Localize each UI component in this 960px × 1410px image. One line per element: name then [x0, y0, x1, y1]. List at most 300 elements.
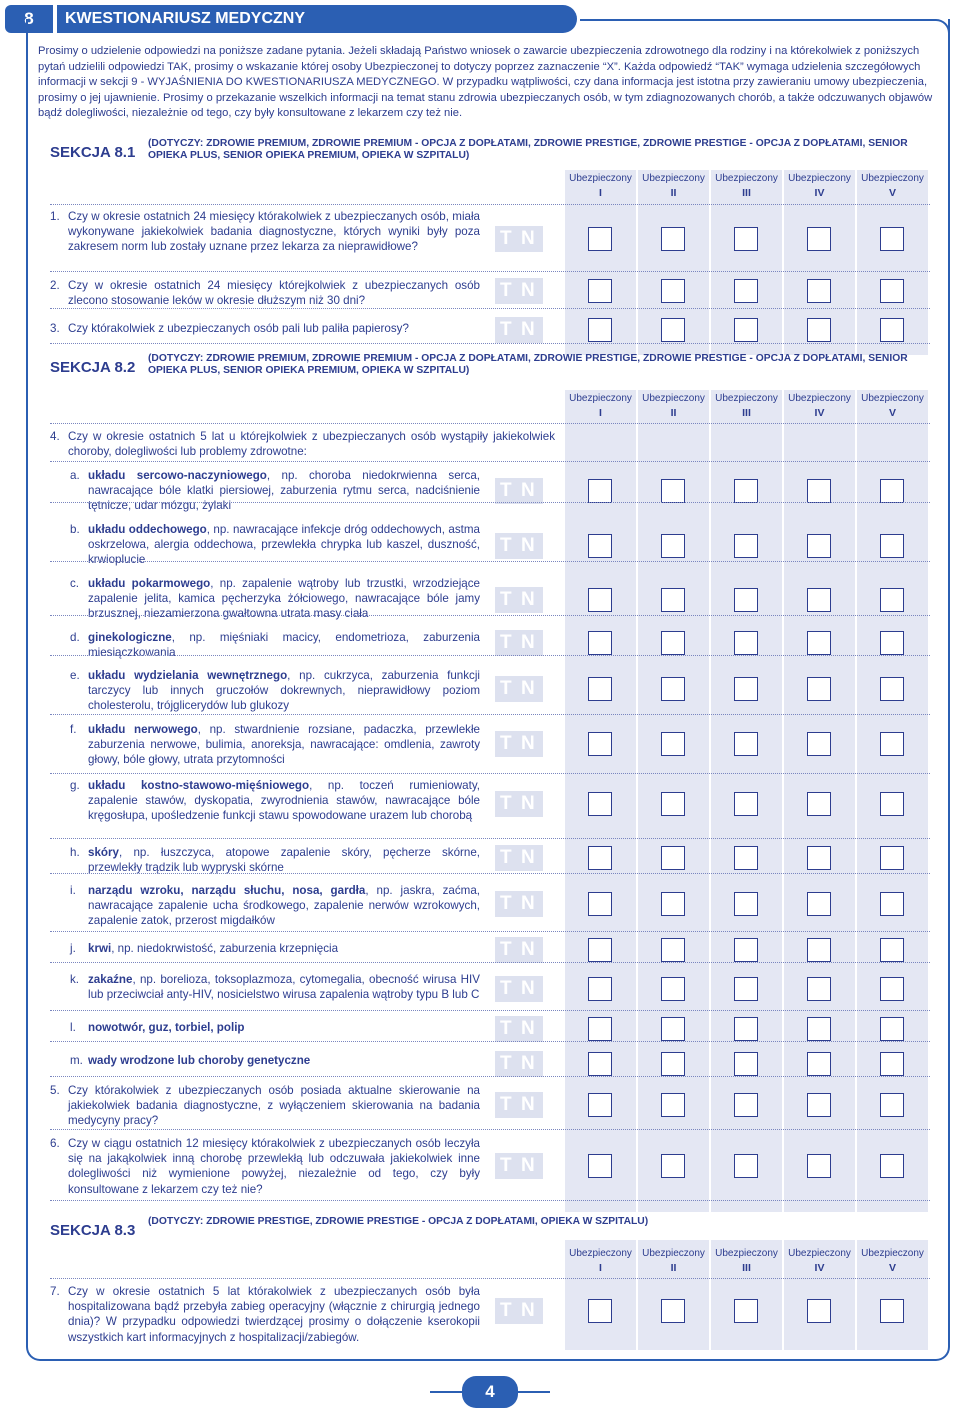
answer-checkbox-insured-1[interactable] [588, 1299, 612, 1323]
answer-checkbox-insured-3[interactable] [734, 588, 758, 612]
answer-checkbox-insured-2[interactable] [661, 732, 685, 756]
question [70, 845, 480, 875]
row-separator [50, 1200, 930, 1201]
answer-checkbox-insured-4[interactable] [807, 1299, 831, 1323]
answer-checkbox-insured-5[interactable] [880, 227, 904, 251]
tn-indicator [495, 1298, 543, 1324]
answer-checkbox-insured-3[interactable] [734, 1299, 758, 1323]
tn-indicator [495, 317, 543, 343]
answer-checkbox-insured-5[interactable] [880, 479, 904, 503]
question [70, 1053, 480, 1068]
yes-letter: T [500, 480, 512, 501]
insured-column-header [857, 1247, 928, 1275]
yes-letter: T [500, 1018, 512, 1039]
question-text [70, 1020, 480, 1035]
question-text: Czy w okresie ostatnich 24 miesięcy którakolwiek z ubezpieczanych osób, miała wykonywane jakiekolwiek badania diagnostyczne, których wyniki były poza zakresem norm lub zostały uznane przez lekarza za nieprawidłowe? [68, 210, 480, 254]
question [70, 972, 480, 1002]
insured-number: IV [814, 407, 825, 419]
insured-number: IV [814, 1262, 825, 1274]
answer-checkbox-insured-5[interactable] [880, 732, 904, 756]
question-number: 4. [50, 430, 60, 443]
row-separator [50, 1129, 930, 1130]
tn-indicator [495, 630, 543, 656]
question-text: Czy w okresie ostatnich 24 miesięcy którejkolwiek z ubezpieczanych osób zlecono stosowanie leków w okresie dłuższym niż 30 dni? [68, 279, 480, 308]
insured-label: Ubezpieczony [642, 393, 705, 404]
insured-column-header [638, 392, 709, 420]
answer-checkbox-insured-3[interactable] [734, 792, 758, 816]
no-letter: N [521, 733, 535, 754]
question-number: d. [70, 631, 80, 644]
answer-checkbox-insured-1[interactable] [588, 792, 612, 816]
insured-label: Ubezpieczony [715, 393, 778, 404]
answer-checkbox-insured-3[interactable] [734, 846, 758, 870]
section-label: SEKCJA 8.3 [50, 1222, 136, 1239]
question-number: k. [70, 973, 80, 986]
row-separator [50, 838, 930, 839]
question [70, 778, 480, 824]
question-topic: nowotwór, guz, torbiel, polip [88, 1021, 245, 1034]
answer-checkbox-insured-4[interactable] [807, 677, 831, 701]
question-topic: układu kostno-stawowo-mięśniowego [88, 779, 310, 792]
section-scope: (DOTYCZY: ZDROWIE PREMIUM, ZDROWIE PREMIUM - OPCJA Z DOPŁATAMI, ZDROWIE PRESTIGE, ZDROWIE PRESTIGE - OPCJA Z DOPŁATAMI, SENIOR OPIEKA PLUS, SENIOR OPIEKA PREMIUM, OPIEKA W SZPITALU) [148, 138, 908, 161]
question-topic: wady wrodzone lub choroby genetyczne [88, 1054, 311, 1067]
question [50, 429, 555, 459]
no-letter: N [521, 535, 535, 556]
question-topic: ginekologiczne [88, 631, 172, 644]
answer-checkbox-insured-5[interactable] [880, 1093, 904, 1117]
insured-number: I [599, 1262, 602, 1274]
section-label: SEKCJA 8.2 [50, 359, 136, 376]
answer-checkbox-insured-5[interactable] [880, 631, 904, 655]
question-number: 2. [50, 279, 60, 292]
answer-checkbox-insured-2[interactable] [661, 938, 685, 962]
answer-checkbox-insured-2[interactable] [661, 677, 685, 701]
answer-checkbox-insured-2[interactable] [661, 846, 685, 870]
question-text: narządu wzroku, narządu słuchu, nosa, gardła, np. jaskra, zaćma, nawracające zapalenie ucha środkowego, zapalenie nerwów wzrokowych, zapalenie zatok, przerost migdałków [88, 884, 480, 928]
yes-letter: T [500, 678, 512, 699]
answer-checkbox-insured-3[interactable] [734, 1052, 758, 1076]
answer-checkbox-insured-3[interactable] [734, 892, 758, 916]
section-scope: (DOTYCZY: ZDROWIE PRESTIGE, ZDROWIE PRESTIGE - OPCJA Z DOPŁATAMI, OPIEKA W SZPITALU) [148, 1216, 649, 1227]
answer-checkbox-insured-4[interactable] [807, 938, 831, 962]
question-topic: skóry [88, 846, 119, 859]
question-text: układu wydzielania wewnętrznego, np. cukrzyca, zaburzenia funkcji tarczycy lub innych gruczołów dokrewnych, nieprawidłowy poziom cholesterolu, trójglicerydów lub glukozy [88, 669, 480, 713]
answer-checkbox-insured-5[interactable] [880, 1052, 904, 1076]
no-letter: N [521, 678, 535, 699]
section-title: KWESTIONARIUSZ MEDYCZNY [57, 5, 577, 33]
question [50, 209, 480, 255]
answer-checkbox-insured-5[interactable] [880, 279, 904, 303]
tn-indicator [495, 976, 543, 1002]
insured-column-header [784, 1247, 855, 1275]
answer-checkbox-insured-3[interactable] [734, 1093, 758, 1117]
question-text: układu pokarmowego, np. zapalenie wątroby lub trzustki, wrzodziejące zapalenie jelita, kamica pęcherzyka żółciowego, nawracające bóle jamy brzusznej, niezamierzona gwałtowna utrata masy ciała [88, 577, 480, 621]
no-letter: N [521, 1053, 535, 1074]
tn-indicator [495, 226, 543, 252]
row-separator [50, 714, 930, 715]
answer-checkbox-insured-4[interactable] [807, 732, 831, 756]
no-letter: N [521, 847, 535, 868]
answer-checkbox-insured-5[interactable] [880, 977, 904, 1001]
question [50, 1284, 480, 1345]
answer-checkbox-insured-4[interactable] [807, 792, 831, 816]
question-text: Czy którakolwiek z ubezpieczanych osób posiada aktualne skierowanie na jakiekolwiek badania diagnostyczne, z wyłączeniem skierowania na badania medycyny pracy? [68, 1084, 480, 1128]
answer-checkbox-insured-5[interactable] [880, 534, 904, 558]
tn-indicator [495, 1092, 543, 1118]
insured-number: III [742, 1262, 751, 1274]
row-separator [50, 615, 930, 616]
answer-checkbox-insured-1[interactable] [588, 977, 612, 1001]
answer-checkbox-insured-5[interactable] [880, 677, 904, 701]
tn-indicator [495, 587, 543, 613]
no-letter: N [521, 632, 535, 653]
tn-indicator [495, 278, 543, 304]
question-text: układu nerwowego, np. stwardnienie rozsiane, padaczka, przewlekłe zaburzenia nerwowe, bulimia, anoreksja, nawracające: omdlenia, zawroty głowy, bóle głowy, utrata przytomności [88, 723, 480, 767]
question-number: a. [70, 469, 80, 482]
answer-checkbox-insured-4[interactable] [807, 1093, 831, 1117]
insured-number: I [599, 187, 602, 199]
question [70, 468, 480, 514]
answer-checkbox-insured-4[interactable] [807, 534, 831, 558]
insured-number: V [888, 407, 896, 419]
insured-label: Ubezpieczony [569, 173, 632, 184]
row-separator [50, 343, 930, 344]
question-topic: układu sercowo-naczyniowego [88, 469, 267, 482]
answer-checkbox-insured-1[interactable] [588, 677, 612, 701]
answer-checkbox-insured-2[interactable] [661, 1299, 685, 1323]
insured-label: Ubezpieczony [788, 173, 851, 184]
answer-checkbox-insured-5[interactable] [880, 1154, 904, 1178]
question-number: 7. [50, 1285, 60, 1298]
insured-label: Ubezpieczony [861, 393, 924, 404]
row-separator [50, 773, 930, 774]
question-text: układu kostno-stawowo-mięśniowego, np. toczeń rumieniowaty, zapalenie stawów, dyskopatia, zwyrodnienia stawów, nawracające bóle kręgosłupa, upośledzenie funkcji stawu spowodowane urazem lub chorobą [88, 779, 480, 823]
insured-label: Ubezpieczony [715, 173, 778, 184]
answer-checkbox-insured-1[interactable] [588, 631, 612, 655]
answer-checkbox-insured-3[interactable] [734, 227, 758, 251]
no-letter: N [521, 1018, 535, 1039]
insured-column-header [638, 172, 709, 200]
question-text: zakaźne, np. borelioza, toksoplazmoza, cytomegalia, obecność wirusa HIV lub przeciwciał anty-HIV, nosicielstwo wirusa zapalenia wątroby typu B lub C [88, 973, 480, 1002]
question-number: g. [70, 779, 80, 792]
question-text: ginekologiczne, np. mięśniaki macicy, endometrioza, zaburzenia miesiączkowania [88, 631, 480, 660]
yes-letter: T [500, 589, 512, 610]
question [70, 883, 480, 929]
tn-indicator [495, 1051, 543, 1077]
no-letter: N [521, 939, 535, 960]
insured-label: Ubezpieczony [642, 173, 705, 184]
tn-indicator [495, 478, 543, 504]
question [70, 1020, 480, 1035]
answer-checkbox-insured-5[interactable] [880, 792, 904, 816]
question-text: Czy w okresie ostatnich 5 lat którakolwiek z ubezpieczanych osób była hospitalizowana bądź przebyła zabieg operacyjny (włącznie z chirurgią jednego dnia)? W przypadku odpowiedzi twierdzącej prosimy o dołączenie kserokopii wszystkich kart informacyjnych z hospitalizacji/zabiegów. [68, 1285, 480, 1344]
answer-checkbox-insured-4[interactable] [807, 227, 831, 251]
insured-number: III [742, 187, 751, 199]
answer-checkbox-insured-1[interactable] [588, 1154, 612, 1178]
insured-column-header [711, 392, 782, 420]
insured-number: II [670, 187, 677, 199]
insured-column-header [857, 392, 928, 420]
insured-column-header [711, 1247, 782, 1275]
yes-letter: T [500, 535, 512, 556]
question [70, 722, 480, 768]
question-topic: układu pokarmowego [88, 577, 211, 590]
question-topic: układu nerwowego [88, 723, 198, 736]
insured-column-header [565, 392, 636, 420]
row-separator [50, 502, 930, 503]
insured-number: II [670, 1262, 677, 1274]
question-text: krwi, np. niedokrwistość, zaburzenia krzepnięcia [88, 942, 339, 955]
row-separator [50, 962, 930, 963]
yes-letter: T [500, 280, 512, 301]
insured-column-header [857, 172, 928, 200]
answer-checkbox-insured-2[interactable] [661, 1052, 685, 1076]
question-number: 5. [50, 1084, 60, 1097]
no-letter: N [521, 280, 535, 301]
answer-checkbox-insured-2[interactable] [661, 534, 685, 558]
answer-checkbox-insured-2[interactable] [661, 479, 685, 503]
question-text: układu sercowo-naczyniowego, np. choroba niedokrwienna serca, nawracające bóle klatki piersiowej, zaburzenia rytmu serca, nadciśnienie tętnicze, udar mózgu, żylaki [88, 469, 480, 513]
answer-checkbox-insured-3[interactable] [734, 318, 758, 342]
answer-checkbox-insured-2[interactable] [661, 1154, 685, 1178]
answer-checkbox-insured-3[interactable] [734, 1154, 758, 1178]
answer-checkbox-insured-1[interactable] [588, 479, 612, 503]
answer-checkbox-insured-4[interactable] [807, 846, 831, 870]
answer-checkbox-insured-4[interactable] [807, 631, 831, 655]
question-text: Czy w okresie ostatnich 5 lat u którejkolwiek z ubezpieczanych osób wystąpiły jakiekolwiek choroby, dolegliwości lub problemy zdrowotne: [68, 430, 555, 459]
answer-checkbox-insured-1[interactable] [588, 1017, 612, 1041]
insured-label: Ubezpieczony [861, 1248, 924, 1259]
insured-column-header [711, 172, 782, 200]
answer-checkbox-insured-3[interactable] [734, 732, 758, 756]
question-topic: układu oddechowego [88, 523, 207, 536]
answer-checkbox-insured-5[interactable] [880, 318, 904, 342]
insured-number: III [742, 407, 751, 419]
insured-column-header [784, 172, 855, 200]
answer-checkbox-insured-1[interactable] [588, 534, 612, 558]
frame-top-border [580, 19, 936, 21]
answer-checkbox-insured-1[interactable] [588, 846, 612, 870]
answer-checkbox-insured-2[interactable] [661, 1017, 685, 1041]
row-separator [50, 423, 930, 424]
answer-checkbox-insured-4[interactable] [807, 1052, 831, 1076]
answer-checkbox-insured-4[interactable] [807, 318, 831, 342]
answer-checkbox-insured-3[interactable] [734, 534, 758, 558]
answer-checkbox-insured-2[interactable] [661, 279, 685, 303]
row-separator [50, 1010, 930, 1011]
answer-checkbox-insured-1[interactable] [588, 938, 612, 962]
tn-indicator [495, 731, 543, 757]
tn-indicator [495, 791, 543, 817]
answer-checkbox-insured-2[interactable] [661, 631, 685, 655]
answer-checkbox-insured-1[interactable] [588, 1052, 612, 1076]
question [50, 1083, 480, 1129]
insured-label: Ubezpieczony [715, 1248, 778, 1259]
answer-checkbox-insured-2[interactable] [661, 1093, 685, 1117]
row-separator [50, 461, 930, 462]
no-letter: N [521, 228, 535, 249]
insured-label: Ubezpieczony [788, 1248, 851, 1259]
answer-checkbox-insured-4[interactable] [807, 892, 831, 916]
yes-letter: T [500, 1300, 512, 1321]
intro-text: Prosimy o udzielenie odpowiedzi na poniższe zadane pytania. Jeżeli składają Państwo wniosek o zawarcie ubezpieczenia zdrowotnego dla rodziny i na którekolwiek z poniższych pytań udzielili odpowiedzi TAK, prosimy o wskazanie której osoby Ubezpieczonej to dotyczy poprzez zaznaczenie “X”. Każda odpowiedź “TAK” wymaga udzielenia szczegółowych informacji w sekcji 9 - WYJAŚNIENIA DO KWESTIONARIUSZA MEDYCZNEGO. W przypadku wątpliwości, czy dana informacja jest istotna przy zawieraniu umowy ubezpieczenia, prosimy o jej ujawnienie. Prosimy o przekazanie wszelkich informacji na temat stanu zdrowia ubezpieczanych osób, w tym zdiagnozowanych chorób, a także odczuwanych objawów bądź dolegliwości, niezależnie od tego, czy były konsultowane z lekarzem czy też nie. [38, 45, 933, 119]
question-number: b. [70, 523, 80, 536]
question-topic: narządu wzroku, narządu słuchu, nosa, gardła [88, 884, 366, 897]
yes-letter: T [500, 939, 512, 960]
answer-checkbox-insured-1[interactable] [588, 732, 612, 756]
question-text: Czy w ciągu ostatnich 12 miesięcy którakolwiek z ubezpieczanych osób leczyła się na jakąkolwiek inną chorobę przewlekłą lub odczuwała jakiekolwiek inne dolegliwości niż wymienione powyżej, niezależnie od tego, czy były konsultowane z lekarzem czy też nie? [68, 1137, 480, 1196]
insured-column-header [784, 392, 855, 420]
yes-letter: T [500, 1053, 512, 1074]
answer-checkbox-insured-1[interactable] [588, 318, 612, 342]
row-separator [50, 1076, 930, 1077]
row-separator [50, 204, 930, 205]
question-text: Czy którakolwiek z ubezpieczanych osób pali lub paliła papierosy? [68, 322, 409, 335]
question-topic: układu wydzielania wewnętrznego [88, 669, 288, 682]
no-letter: N [521, 893, 535, 914]
no-letter: N [521, 480, 535, 501]
no-letter: N [521, 978, 535, 999]
no-letter: N [521, 793, 535, 814]
yes-letter: T [500, 319, 512, 340]
question-number: e. [70, 669, 80, 682]
insured-label: Ubezpieczony [569, 1248, 632, 1259]
yes-letter: T [500, 978, 512, 999]
insured-column-header [638, 1247, 709, 1275]
insured-number: V [888, 187, 896, 199]
insured-label: Ubezpieczony [642, 1248, 705, 1259]
insured-number: V [888, 1262, 896, 1274]
answer-checkbox-insured-2[interactable] [661, 588, 685, 612]
answer-checkbox-insured-4[interactable] [807, 479, 831, 503]
yes-letter: T [500, 893, 512, 914]
answer-checkbox-insured-3[interactable] [734, 677, 758, 701]
row-separator [50, 931, 930, 932]
answer-checkbox-insured-2[interactable] [661, 792, 685, 816]
answer-checkbox-insured-4[interactable] [807, 1017, 831, 1041]
question-number: c. [70, 577, 80, 590]
answer-checkbox-insured-3[interactable] [734, 938, 758, 962]
answer-checkbox-insured-3[interactable] [734, 479, 758, 503]
answer-checkbox-insured-3[interactable] [734, 279, 758, 303]
page-number: 4 [462, 1376, 518, 1408]
question-text: skóry, np. łuszczyca, atopowe zapalenie skóry, pęcherze skórne, przewlekły trądzik lub wypryski skórne [88, 846, 480, 875]
question-number: m. [70, 1054, 83, 1067]
yes-letter: T [500, 228, 512, 249]
insured-column-header [565, 1247, 636, 1275]
row-separator [50, 873, 930, 874]
row-separator [50, 308, 930, 309]
insured-label: Ubezpieczony [861, 173, 924, 184]
question [70, 941, 480, 956]
section-scope: (DOTYCZY: ZDROWIE PREMIUM, ZDROWIE PREMIUM - OPCJA Z DOPŁATAMI, ZDROWIE PRESTIGE, ZDROWIE PRESTIGE - OPCJA Z DOPŁATAMI, SENIOR OPIEKA PLUS, SENIOR OPIEKA PREMIUM, OPIEKA W SZPITALU) [148, 353, 908, 376]
question-topic: zakaźne [88, 973, 133, 986]
answer-checkbox-insured-2[interactable] [661, 227, 685, 251]
answer-checkbox-insured-5[interactable] [880, 846, 904, 870]
yes-letter: T [500, 632, 512, 653]
answer-checkbox-insured-1[interactable] [588, 1093, 612, 1117]
tn-indicator [495, 676, 543, 702]
no-letter: N [521, 319, 535, 340]
answer-checkbox-insured-4[interactable] [807, 279, 831, 303]
question [50, 278, 480, 308]
question [70, 668, 480, 714]
row-separator [50, 561, 930, 562]
tn-indicator [495, 891, 543, 917]
section-number: 8 [5, 5, 53, 33]
answer-checkbox-insured-2[interactable] [661, 318, 685, 342]
yes-letter: T [500, 1155, 512, 1176]
tn-indicator [495, 533, 543, 559]
answer-checkbox-insured-4[interactable] [807, 1154, 831, 1178]
insured-number: IV [814, 187, 825, 199]
answer-checkbox-insured-4[interactable] [807, 588, 831, 612]
question-number: i. [70, 884, 76, 897]
answer-checkbox-insured-3[interactable] [734, 977, 758, 1001]
answer-checkbox-insured-1[interactable] [588, 279, 612, 303]
insured-label: Ubezpieczony [788, 393, 851, 404]
yes-letter: T [500, 1094, 512, 1115]
yes-letter: T [500, 847, 512, 868]
question-topic: krwi [88, 942, 112, 955]
no-letter: N [521, 1300, 535, 1321]
yes-letter: T [500, 733, 512, 754]
insured-number: I [599, 407, 602, 419]
question-text [70, 1053, 480, 1068]
answer-checkbox-insured-1[interactable] [588, 892, 612, 916]
row-separator [50, 271, 930, 272]
insured-label: Ubezpieczony [569, 393, 632, 404]
answer-checkbox-insured-1[interactable] [588, 588, 612, 612]
tn-indicator [495, 845, 543, 871]
answer-checkbox-insured-5[interactable] [880, 892, 904, 916]
question-text: układu oddechowego, np. nawracające infekcje dróg oddechowych, astma oskrzelowa, alergia oddechowa, przewlekła chrypka lub kaszel, duszność, krwioplucie [88, 523, 480, 567]
tn-indicator [495, 937, 543, 963]
no-letter: N [521, 589, 535, 610]
answer-checkbox-insured-5[interactable] [880, 1017, 904, 1041]
row-separator [50, 1041, 930, 1042]
no-letter: N [521, 1094, 535, 1115]
answer-checkbox-insured-5[interactable] [880, 588, 904, 612]
answer-checkbox-insured-3[interactable] [734, 631, 758, 655]
question-number: f. [70, 723, 77, 736]
question-number: j. [70, 942, 76, 955]
question [50, 321, 480, 336]
tn-indicator [495, 1016, 543, 1042]
answer-checkbox-insured-5[interactable] [880, 938, 904, 962]
yes-letter: T [500, 793, 512, 814]
answer-checkbox-insured-5[interactable] [880, 1299, 904, 1323]
answer-checkbox-insured-2[interactable] [661, 892, 685, 916]
question-number: l. [70, 1021, 76, 1034]
tn-indicator [495, 1153, 543, 1179]
row-separator [50, 655, 930, 656]
answer-checkbox-insured-2[interactable] [661, 977, 685, 1001]
insured-column-header [565, 172, 636, 200]
question-number: h. [70, 846, 80, 859]
row-separator [50, 1278, 930, 1279]
question [50, 1136, 480, 1197]
question-number: 6. [50, 1137, 60, 1150]
answer-checkbox-insured-1[interactable] [588, 227, 612, 251]
question-number: 3. [50, 322, 60, 335]
question-number: 1. [50, 210, 60, 223]
section-label: SEKCJA 8.1 [50, 144, 136, 161]
insured-number: II [670, 407, 677, 419]
answer-checkbox-insured-4[interactable] [807, 977, 831, 1001]
answer-checkbox-insured-3[interactable] [734, 1017, 758, 1041]
no-letter: N [521, 1155, 535, 1176]
